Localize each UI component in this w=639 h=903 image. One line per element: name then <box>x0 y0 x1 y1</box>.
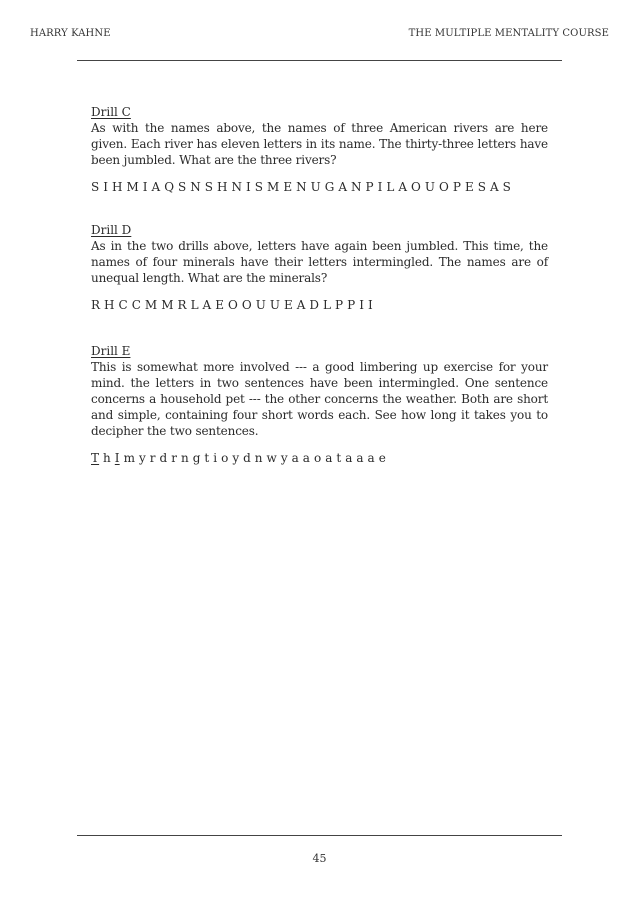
drill-d-title: Drill D <box>91 223 132 237</box>
drill-e-puzzle-second-letter: h <box>103 451 111 465</box>
footer-rule <box>77 835 562 836</box>
drill-c-title: Drill C <box>91 105 131 119</box>
drill-e-puzzle-third-letter: I <box>114 451 120 465</box>
header-rule <box>77 60 562 61</box>
drill-e-instructions: This is somewhat more involved --- a good limbering up exercise for your mind. the letters in two sentences have been intermingled. One sentence concerns a household pet --- the other concerns the weather. Both are short and simple, containing four short words each. See how long it takes you to decipher the two sentences. <box>91 360 548 438</box>
drill-e-puzzle-letters <box>91 450 548 466</box>
drill-e-puzzle-rest: m y r d r n g t i o y d n w y a a o a t a a a e <box>123 451 386 465</box>
page-body <box>91 104 548 466</box>
drill-c-instructions: As with the names above, the names of three American rivers are here given. Each river has eleven letters in its name. The thirty-three letters have been jumbled. What are the three rivers? <box>91 121 548 167</box>
drill-e-title: Drill E <box>91 344 131 358</box>
drill-d-instructions: As in the two drills above, letters have again been jumbled. This time, the names of four minerals have their letters intermingled. The names are of unequal length. What are the minerals? <box>91 239 548 285</box>
drill-d-section <box>91 222 548 313</box>
running-head-title: THE MULTIPLE MENTALITY COURSE <box>408 28 609 39</box>
page-number: 45 <box>312 852 327 865</box>
drill-e-section <box>91 343 548 466</box>
drill-c-puzzle-letters: S I H M I A Q S N S H N I S M E N U G A N P I L A O U O P E S A S <box>91 180 511 194</box>
drill-c-section <box>91 104 548 195</box>
running-head-author: HARRY KAHNE <box>30 28 111 39</box>
drill-e-puzzle-first-letter: T <box>91 451 100 465</box>
drill-d-puzzle-letters: R H C C M M R L A E O O U U E A D L P P I I <box>91 298 373 312</box>
